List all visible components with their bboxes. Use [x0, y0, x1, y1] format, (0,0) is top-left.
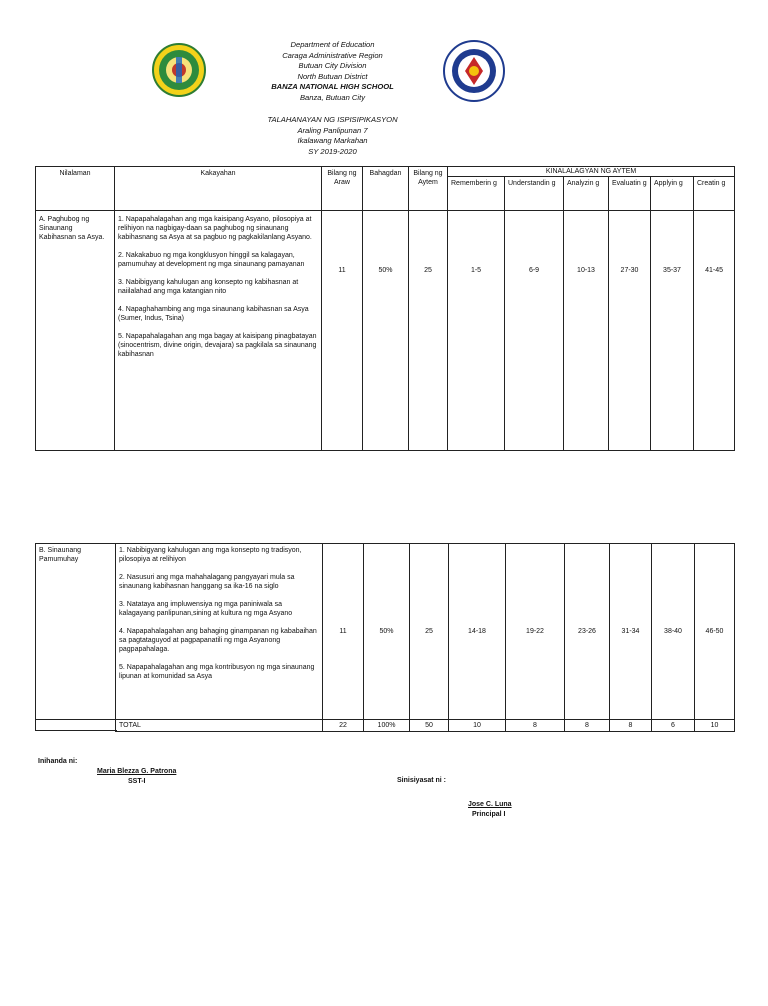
- subject-text: Araling Panlipunan 7: [297, 125, 368, 135]
- school-name: BANZA NATIONAL HIGH SCHOOL: [271, 82, 394, 92]
- understanding-cell: 19-22: [506, 544, 565, 720]
- skill-item: 2. Nakakabuo ng mga kongklusyon hinggil sa kalagayan, pamumuhay at development ng mga sinaunang pamayanan: [118, 252, 305, 268]
- table-row: [116, 544, 735, 720]
- region-text: Caraga Administrative Region: [282, 50, 383, 60]
- header-bahagdan: Bahagdan: [363, 167, 409, 211]
- creating-cell: 41-45: [694, 211, 735, 451]
- spec-table-a: [35, 166, 735, 451]
- understanding-cell: 6-9: [505, 211, 564, 451]
- total-analyzing: 8: [565, 720, 610, 732]
- evaluating-cell: 31-34: [610, 544, 652, 720]
- total-applying: 6: [652, 720, 695, 732]
- skill-item: 4. Napaghahambing ang mga sinaunang kabihasnan sa Asya (Sumer, Indus, Tsina): [118, 306, 309, 322]
- header-kakayahan: Kakayahan: [115, 167, 322, 211]
- aytem-cell: 25: [410, 544, 449, 720]
- header-remembering: Rememberin g: [448, 177, 505, 211]
- total-label: TOTAL: [116, 720, 323, 732]
- prepared-label: Inihanda ni:: [38, 758, 78, 765]
- quarter-text: Ikalawang Markahan: [297, 136, 368, 146]
- spec-table-b: [115, 543, 735, 732]
- evaluating-cell: 27-30: [609, 211, 651, 451]
- header-bilang-aytem: Bilang ng Aytem: [409, 167, 448, 211]
- skill-item: 2. Nasusuri ang mga mahahalagang pangyayari mula sa sinaunang kabihasnan hanggang sa ika-16 na siglo: [119, 574, 295, 590]
- header-analyzing: Analyzin g: [564, 177, 609, 211]
- header-creating: Creatin g: [694, 177, 735, 211]
- header-evaluating: Evaluatin g: [609, 177, 651, 211]
- skill-item: 1. Napapahalagahan ang mga kaisipang Asyano, pilosopiya at relihiyon na nagbigay-daan sa paghubog ng sinaunang kabihasnang sa Asya at sa pagbuo ng pagkakilanlang Asyano.: [118, 216, 312, 241]
- aytem-cell: 25: [409, 211, 448, 451]
- prepared-title: SST-I: [128, 778, 146, 785]
- remembering-cell: 14-18: [449, 544, 506, 720]
- checked-name: Jose C. Luna: [468, 801, 512, 808]
- skill-item: 3. Natataya ang impluwensiya ng mga paniniwala sa kalagayang panlipunan,sining at kultura ng mga Asyano: [119, 601, 293, 617]
- school-address: Banza, Butuan City: [299, 92, 365, 102]
- school-seal-logo: [152, 43, 206, 97]
- nilalaman-cell: B. Sinaunang Pamumuhay: [36, 544, 117, 720]
- table-row: [36, 211, 735, 451]
- total-bahagdan: 100%: [364, 720, 410, 732]
- document-title: TALAHANAYAN NG ISPISIPIKASYON: [267, 115, 398, 124]
- total-evaluating: 8: [610, 720, 652, 732]
- nilalaman-cell: A. Paghubog ng Sinaunang Kabihasnan sa Asya.: [36, 211, 115, 451]
- header-understanding: Understandin g: [505, 177, 564, 211]
- checked-title: Principal I: [472, 811, 506, 818]
- district-text: North Butuan District: [297, 71, 368, 81]
- checked-label: Sinisiyasat ni :: [397, 777, 447, 784]
- analyzing-cell: 23-26: [565, 544, 610, 720]
- applying-cell: 38-40: [652, 544, 695, 720]
- total-row: [116, 720, 735, 732]
- total-understanding: 8: [506, 720, 565, 732]
- kakayahan-cell: [116, 544, 323, 720]
- analyzing-cell: 10-13: [564, 211, 609, 451]
- total-aytem: 50: [410, 720, 449, 732]
- bahagdan-cell: 50%: [364, 544, 410, 720]
- total-spacer-cell: [36, 720, 117, 731]
- document-title-block: [200, 115, 465, 157]
- skill-item: 5. Napapahalagahan ang mga kontribusyon ng mga sinaunang lipunan at komunidad sa Asya: [119, 664, 315, 680]
- spec-table-b-topic: [35, 543, 117, 731]
- skill-item: 1. Nabibigyang kahulugan ang mga konsepto ng tradisyon, pilosopiya at relihiyon: [119, 547, 302, 563]
- header-kinalalagyan: KINALALAGYAN NG AYTEM: [448, 167, 735, 177]
- header-applying: Applyin g: [651, 177, 694, 211]
- school-year-text: SY 2019-2020: [308, 146, 357, 156]
- total-creating: 10: [695, 720, 735, 732]
- creating-cell: 46-50: [695, 544, 735, 720]
- header-nilalaman: Nilalaman: [36, 167, 115, 211]
- araw-cell: 11: [323, 544, 364, 720]
- department-text: Department of Education: [290, 40, 375, 49]
- header-bilang-araw: Bilang ng Araw: [322, 167, 363, 211]
- total-remembering: 10: [449, 720, 506, 732]
- division-text: Butuan City Division: [298, 61, 367, 71]
- total-araw: 22: [323, 720, 364, 732]
- letterhead: [200, 40, 465, 104]
- kakayahan-cell: [115, 211, 322, 451]
- araw-cell: 11: [322, 211, 363, 451]
- applying-cell: 35-37: [651, 211, 694, 451]
- bahagdan-cell: 50%: [363, 211, 409, 451]
- prepared-name: Maria Blezza G. Patrona: [97, 768, 177, 775]
- remembering-cell: 1-5: [448, 211, 505, 451]
- skill-item: 3. Nabibigyang kahulugan ang konsepto ng kabihasnan at naiilalahad ang mga katangian nito: [118, 279, 299, 295]
- skill-item: 5. Napapahalagahan ang mga bagay at kaisipang pinagbatayan (sinocentrism, divine origin, devajara) sa pagkilala sa sinaunang kabihasnan: [118, 333, 317, 358]
- skill-item: 4. Napapahalagahan ang bahaging ginampanan ng kababaihan sa pagtataguyod at pagpapanatili ng mga Asyanong pagpapahalaga.: [119, 628, 317, 653]
